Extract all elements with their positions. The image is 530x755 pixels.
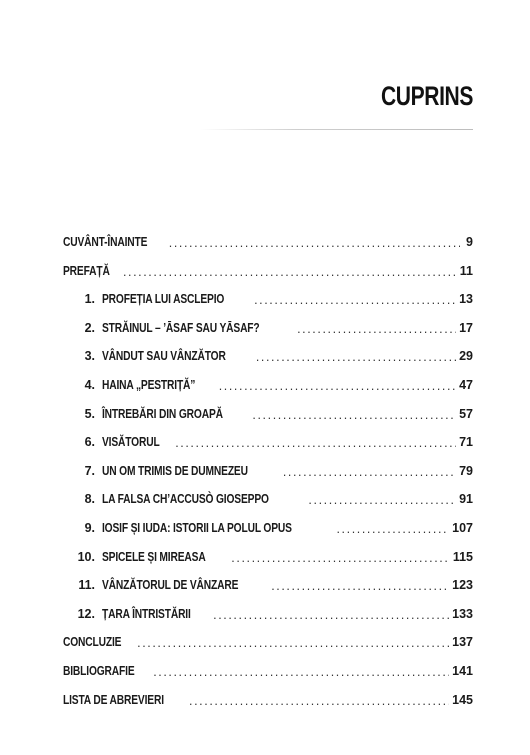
toc-entry-number: 12. <box>77 606 95 621</box>
toc-entry-page-number: 29 <box>459 349 473 364</box>
toc-entry-label: ȚARA ÎNTRISTĂRII <box>102 606 191 621</box>
toc-entry <box>63 635 473 664</box>
toc-entry <box>63 578 473 607</box>
toc-entry-page-number: 13 <box>459 292 473 307</box>
toc-entry-page-number: 47 <box>459 377 473 392</box>
toc-entry-label: UN OM TRIMIS DE DUMNEZEU <box>102 463 248 478</box>
toc-entry-line <box>65 521 473 536</box>
toc-entry-label: VÂNZĂTORUL DE VÂNZARE <box>102 578 239 593</box>
toc-entry-page-number: 145 <box>452 692 473 707</box>
toc-entry-number: 6. <box>84 435 95 450</box>
toc-dot-leader <box>189 694 449 709</box>
toc-entry-number: 11. <box>78 578 95 593</box>
toc-entry-label: VÂNDUT SAU VÂNZĂTOR <box>102 349 226 364</box>
toc-dot-leader <box>219 379 456 394</box>
toc-entry-number: 4. <box>84 377 95 392</box>
toc-dot-leader <box>153 665 449 680</box>
toc-entry-line <box>65 550 473 565</box>
toc-entry-line <box>65 492 473 507</box>
toc-entry <box>63 607 473 636</box>
toc-entry-line <box>65 349 473 364</box>
toc-entry-line <box>65 321 473 336</box>
toc-entry-page-number: 141 <box>452 663 473 678</box>
page-title: CUPRINS <box>380 81 473 111</box>
toc-entry-line <box>65 607 473 622</box>
toc-entry-line <box>63 693 473 708</box>
toc-entry-line <box>65 407 473 422</box>
toc-entry-page-number: 133 <box>452 606 473 621</box>
toc-entry-page-number: 115 <box>452 549 473 564</box>
title-divider <box>200 129 473 130</box>
toc-dot-leader <box>297 322 456 337</box>
toc-dot-leader <box>252 408 456 423</box>
toc-entry-label: PROFEȚIA LUI ASCLEPIO <box>102 292 225 307</box>
toc-entry-label: PREFAȚĂ <box>63 263 110 278</box>
toc-dot-leader <box>254 293 456 308</box>
toc-dot-leader <box>336 522 449 537</box>
toc-entry-line <box>65 292 473 307</box>
toc-entry-number: 5. <box>84 406 95 421</box>
toc-entry <box>63 664 473 693</box>
toc-entry-page-number: 9 <box>466 235 473 249</box>
toc-dot-leader <box>271 579 449 594</box>
table-of-contents <box>63 235 473 721</box>
toc-entry-label: SPICELE ȘI MIREASA <box>102 549 206 564</box>
toc-entry <box>63 464 473 493</box>
toc-entry-line <box>65 464 473 479</box>
toc-dot-leader <box>137 636 449 651</box>
toc-entry-page-number: 107 <box>452 520 473 535</box>
toc-dot-leader <box>213 608 449 623</box>
toc-entry-page-number: 71 <box>459 435 473 450</box>
toc-dot-leader <box>283 465 456 480</box>
toc-entry <box>63 292 473 321</box>
toc-entry-page-number: 57 <box>459 406 473 421</box>
toc-entry-line <box>63 664 473 679</box>
toc-dot-leader <box>231 551 450 566</box>
toc-entry-label: CONCLUZIE <box>63 635 122 650</box>
toc-entry-number: 9. <box>84 520 95 535</box>
toc-entry-label: ÎNTREBĂRI DIN GROAPĂ <box>102 406 223 421</box>
toc-entry-label: LA FALSA CH’ACCUSÒ GIOSEPPO <box>102 492 269 507</box>
toc-entry-label: LISTA DE ABREVIERI <box>63 692 164 707</box>
toc-entry <box>63 521 473 550</box>
toc-entry <box>63 492 473 521</box>
toc-dot-leader <box>308 493 456 508</box>
toc-entry <box>63 407 473 436</box>
toc-entry-number: 8. <box>84 492 95 507</box>
toc-entry <box>63 693 473 722</box>
toc-entry-page-number: 91 <box>459 492 473 507</box>
toc-entry <box>63 349 473 378</box>
toc-entry-line <box>65 578 473 593</box>
toc-entry-label: HAINA „PESTRIȚĂ” <box>102 377 196 392</box>
toc-entry-label: VISĂTORUL <box>102 435 160 450</box>
toc-entry-line <box>63 264 473 279</box>
toc-entry-label: STRĂINUL – ’ĀSAF SAU YĀSAF? <box>102 320 260 335</box>
toc-entry-page-number: 11 <box>459 263 473 278</box>
toc-entry-number: 10. <box>77 549 95 564</box>
toc-entry-label: BIBLIOGRAFIE <box>63 663 135 678</box>
toc-entry-line <box>63 235 473 250</box>
toc-entry <box>63 550 473 579</box>
toc-dot-leader <box>123 265 457 280</box>
toc-entry-label: CUVÂNT-ÎNAINTE <box>63 235 148 249</box>
toc-dot-leader <box>175 436 456 451</box>
toc-dot-leader <box>169 236 460 251</box>
toc-entry <box>63 378 473 407</box>
toc-entry-page-number: 137 <box>452 635 473 650</box>
toc-entry-page-number: 123 <box>452 578 473 593</box>
toc-entry-label: IOSIF ȘI IUDA: ISTORII LA POLUL OPUS <box>102 520 292 535</box>
toc-entry-line <box>65 435 473 450</box>
toc-entry <box>63 235 473 264</box>
toc-entry-line <box>65 378 473 393</box>
toc-entry-number: 3. <box>84 349 95 364</box>
toc-entry-page-number: 79 <box>459 463 473 478</box>
toc-dot-leader <box>256 350 456 365</box>
toc-entry-line <box>63 635 473 650</box>
toc-entry <box>63 321 473 350</box>
toc-entry-page-number: 17 <box>459 320 473 335</box>
toc-entry-number: 7. <box>84 463 95 478</box>
toc-entry <box>63 435 473 464</box>
toc-entry <box>63 264 473 293</box>
toc-entry-number: 1. <box>84 292 95 307</box>
toc-entry-number: 2. <box>84 320 95 335</box>
